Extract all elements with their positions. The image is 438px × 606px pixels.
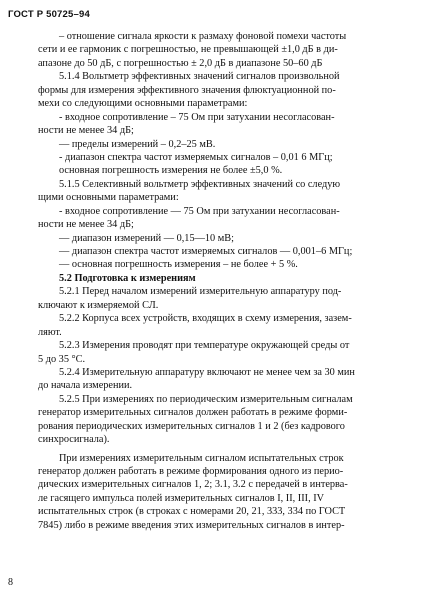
text-line: ности не менее 34 дБ;	[38, 125, 134, 137]
text-line: 5.2.4 Измерительную аппаратуру включают не менее чем за 30 мин	[59, 366, 355, 378]
text-line: 5.2.3 Измерения проводят при температуре окружающей среды от	[59, 340, 350, 352]
text-line: формы для измерения эффективного значения флюктуационной по-	[38, 84, 336, 96]
text-line: При измерениях измерительным сигналом испытательных строк	[59, 452, 344, 464]
text-line: 5.1.5 Селективный вольтметр эффективных значений со следую	[59, 178, 341, 190]
body-text	[38, 30, 404, 532]
text-line: 5.2.5 При измерениях по периодическим измерительным сигналам	[59, 393, 353, 405]
text-line: генератор измерительных сигналов должен работать в режиме форми-	[38, 407, 348, 419]
text-line: - входное сопротивление – 75 Ом при затухании несогласован-	[59, 111, 335, 123]
text-line: 5.2.2 Корпуса всех устройств, входящих в схему измерения, зазем-	[59, 313, 352, 325]
text-line: рования периодических измерительных сигналов 1 и 2 (без кадрового	[38, 420, 345, 432]
text-line: 5.2.1 Перед началом измерений измерительную аппаратуру под-	[59, 286, 342, 298]
text-line: сети и ее гармоник с погрешностью, не превышающей ±1,0 дБ в ди-	[38, 44, 338, 56]
text-line: основная погрешность измерения не более ±5,0 %.	[59, 165, 283, 177]
page-number: 8	[8, 577, 13, 588]
text-line: - диапазон спектра частот измеряемых сигналов – 0,01 6 МГц;	[59, 151, 333, 163]
text-line: ности не менее 34 дБ;	[38, 219, 134, 231]
text-line: щими основными параметрами:	[38, 192, 179, 204]
text-line: — основная погрешность измерения – не более + 5 %.	[59, 259, 298, 271]
text-line: 7845) либо в режиме введения этих измерительных сигналов в интер-	[38, 519, 345, 531]
text-line: мехи со следующими основными параметрами:	[38, 98, 248, 110]
document-header: ГОСТ Р 50725–94	[8, 9, 90, 20]
text-line: ляют.	[38, 326, 62, 338]
section-heading: 5.2 Подготовка к измерениям	[59, 272, 196, 284]
text-line: синхросигнала).	[38, 434, 110, 446]
text-line: 5.1.4 Вольтметр эффективных значений сигналов произвольной	[59, 71, 340, 83]
text-line: испытательных строк (в строках с номерами 20, 21, 333, 334 по ГОСТ	[38, 506, 346, 518]
text-line: апазоне до 50 дБ, с погрешностью ± 2,0 дБ в диапазоне 50–60 дБ	[38, 57, 323, 69]
text-line: — пределы измерений – 0,2–25 мВ.	[59, 138, 216, 150]
text-line: ключают к измеряемой СЛ.	[38, 299, 159, 311]
text-line: 5 до 35 °С.	[38, 353, 86, 365]
text-line: — диапазон измерений — 0,15—10 мВ;	[59, 232, 235, 244]
text-line: - входное сопротивление — 75 Ом при затухании несогласован-	[59, 205, 340, 217]
text-line: — диапазон спектра частот измеряемых сигналов — 0,001–6 МГц;	[59, 246, 353, 257]
text-line: ле гасящего импульса полей измерительных сигналов I, II, III, IV	[38, 492, 325, 504]
text-line: дических измерительных сигналов 1, 2; 3.1, 3.2 с передачей в интерва-	[38, 479, 348, 491]
text-line: до начала измерении.	[38, 380, 133, 392]
text-line: генератор должен работать в режиме формирования одного из перио-	[38, 466, 344, 477]
text-line: – отношение сигнала яркости к размаху фоновой помехи частоты	[59, 31, 347, 42]
